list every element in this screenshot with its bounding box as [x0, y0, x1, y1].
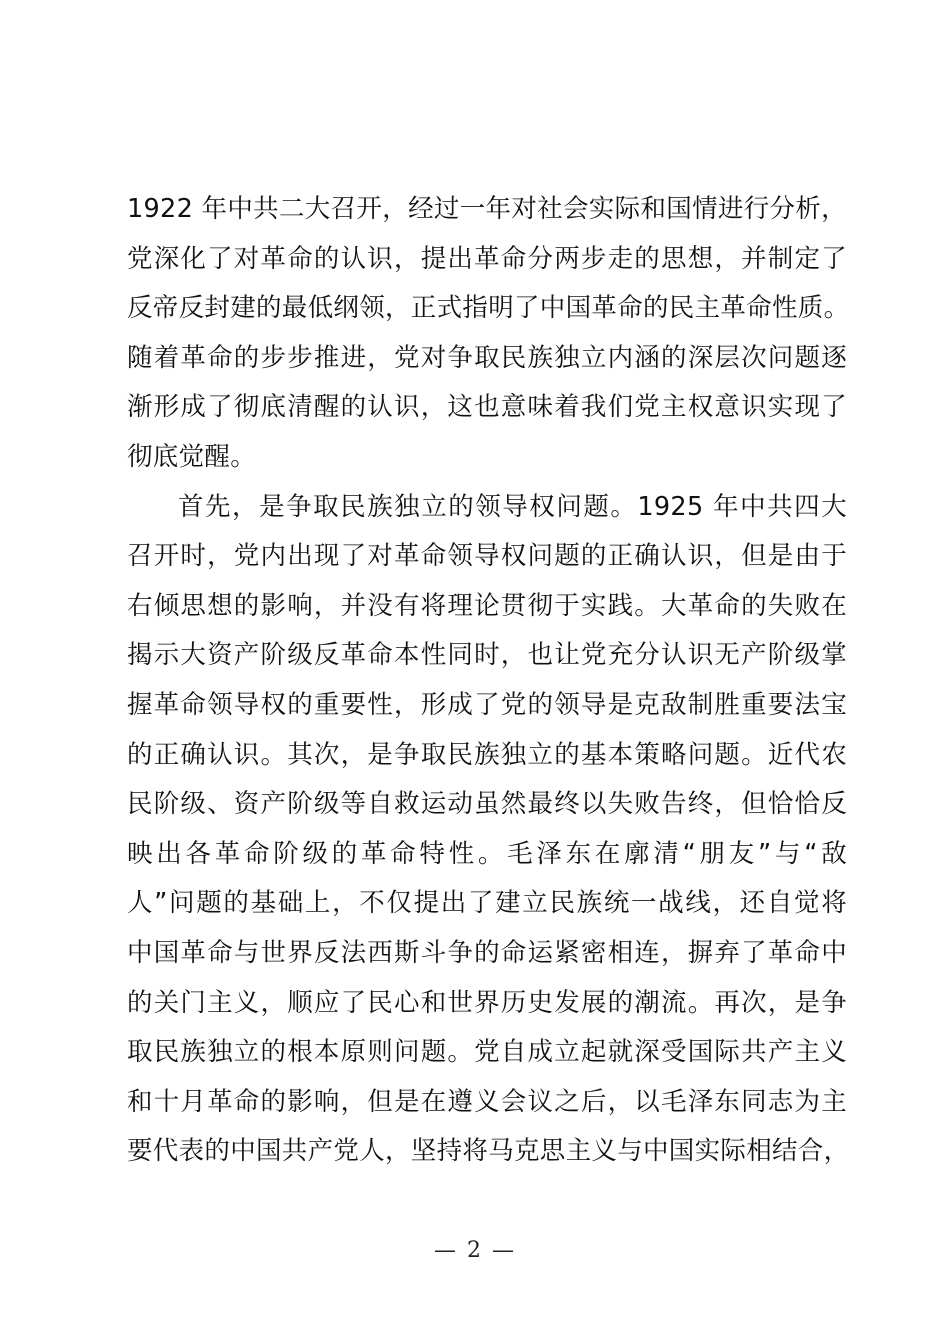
text-line: 召开时，党内出现了对革命领导权问题的正确认识，但是由于 [127, 541, 847, 572]
text-line: 和十月革命的影响，但是在遵义会议之后，以毛泽东同志为主 [127, 1086, 847, 1117]
text-line-paragraph-start: 首先，是争取民族独立的领导权问题。1925 年中共四大 [178, 491, 847, 522]
text-line: 映出各革命阶级的革命特性。毛泽东在廓清“朋友”与“敌 [127, 838, 847, 869]
text-line: 彻底觉醒。 [127, 441, 257, 472]
text-line: 1922 年中共二大召开，经过一年对社会实际和国情进行分析， [127, 194, 847, 224]
text-line: 党深化了对革命的认识，提出革命分两步走的思想，并制定了 [127, 243, 847, 274]
text-line: 民阶级、资产阶级等自救运动虽然最终以失败告终，但恰恰反 [127, 789, 847, 820]
text-line: 要代表的中国共产党人，坚持将马克思主义与中国实际相结合， [127, 1136, 850, 1167]
text-line: 握革命领导权的重要性，形成了党的领导是克敌制胜重要法宝 [127, 689, 847, 720]
text-line: 中国革命与世界反法西斯斗争的命运紧密相连，摒弃了革命中 [127, 937, 847, 968]
text-line: 揭示大资产阶级反革命本性同时，也让党充分认识无产阶级掌 [127, 640, 847, 671]
text-line: 取民族独立的根本原则问题。党自成立起就深受国际共产主义 [127, 1037, 847, 1068]
text-line: 的关门主义，顺应了民心和世界历史发展的潮流。再次，是争 [127, 987, 847, 1018]
body-text [127, 185, 850, 1177]
text-line: 的正确认识。其次，是争取民族独立的基本策略问题。近代农 [127, 739, 847, 770]
text-line: 人”问题的基础上，不仅提出了建立民族统一战线，还自觉将 [127, 888, 847, 919]
text-line: 渐形成了彻底清醒的认识，这也意味着我们党主权意识实现了 [127, 392, 847, 423]
text-line: 右倾思想的影响，并没有将理论贯彻于实践。大革命的失败在 [127, 590, 847, 621]
text-line: 反帝反封建的最低纲领，正式指明了中国革命的民主革命性质。 [127, 293, 850, 324]
text-line: 随着革命的步步推进，党对争取民族独立内涵的深层次问题逐 [127, 342, 847, 373]
page-number: — 2 — [434, 1238, 516, 1263]
